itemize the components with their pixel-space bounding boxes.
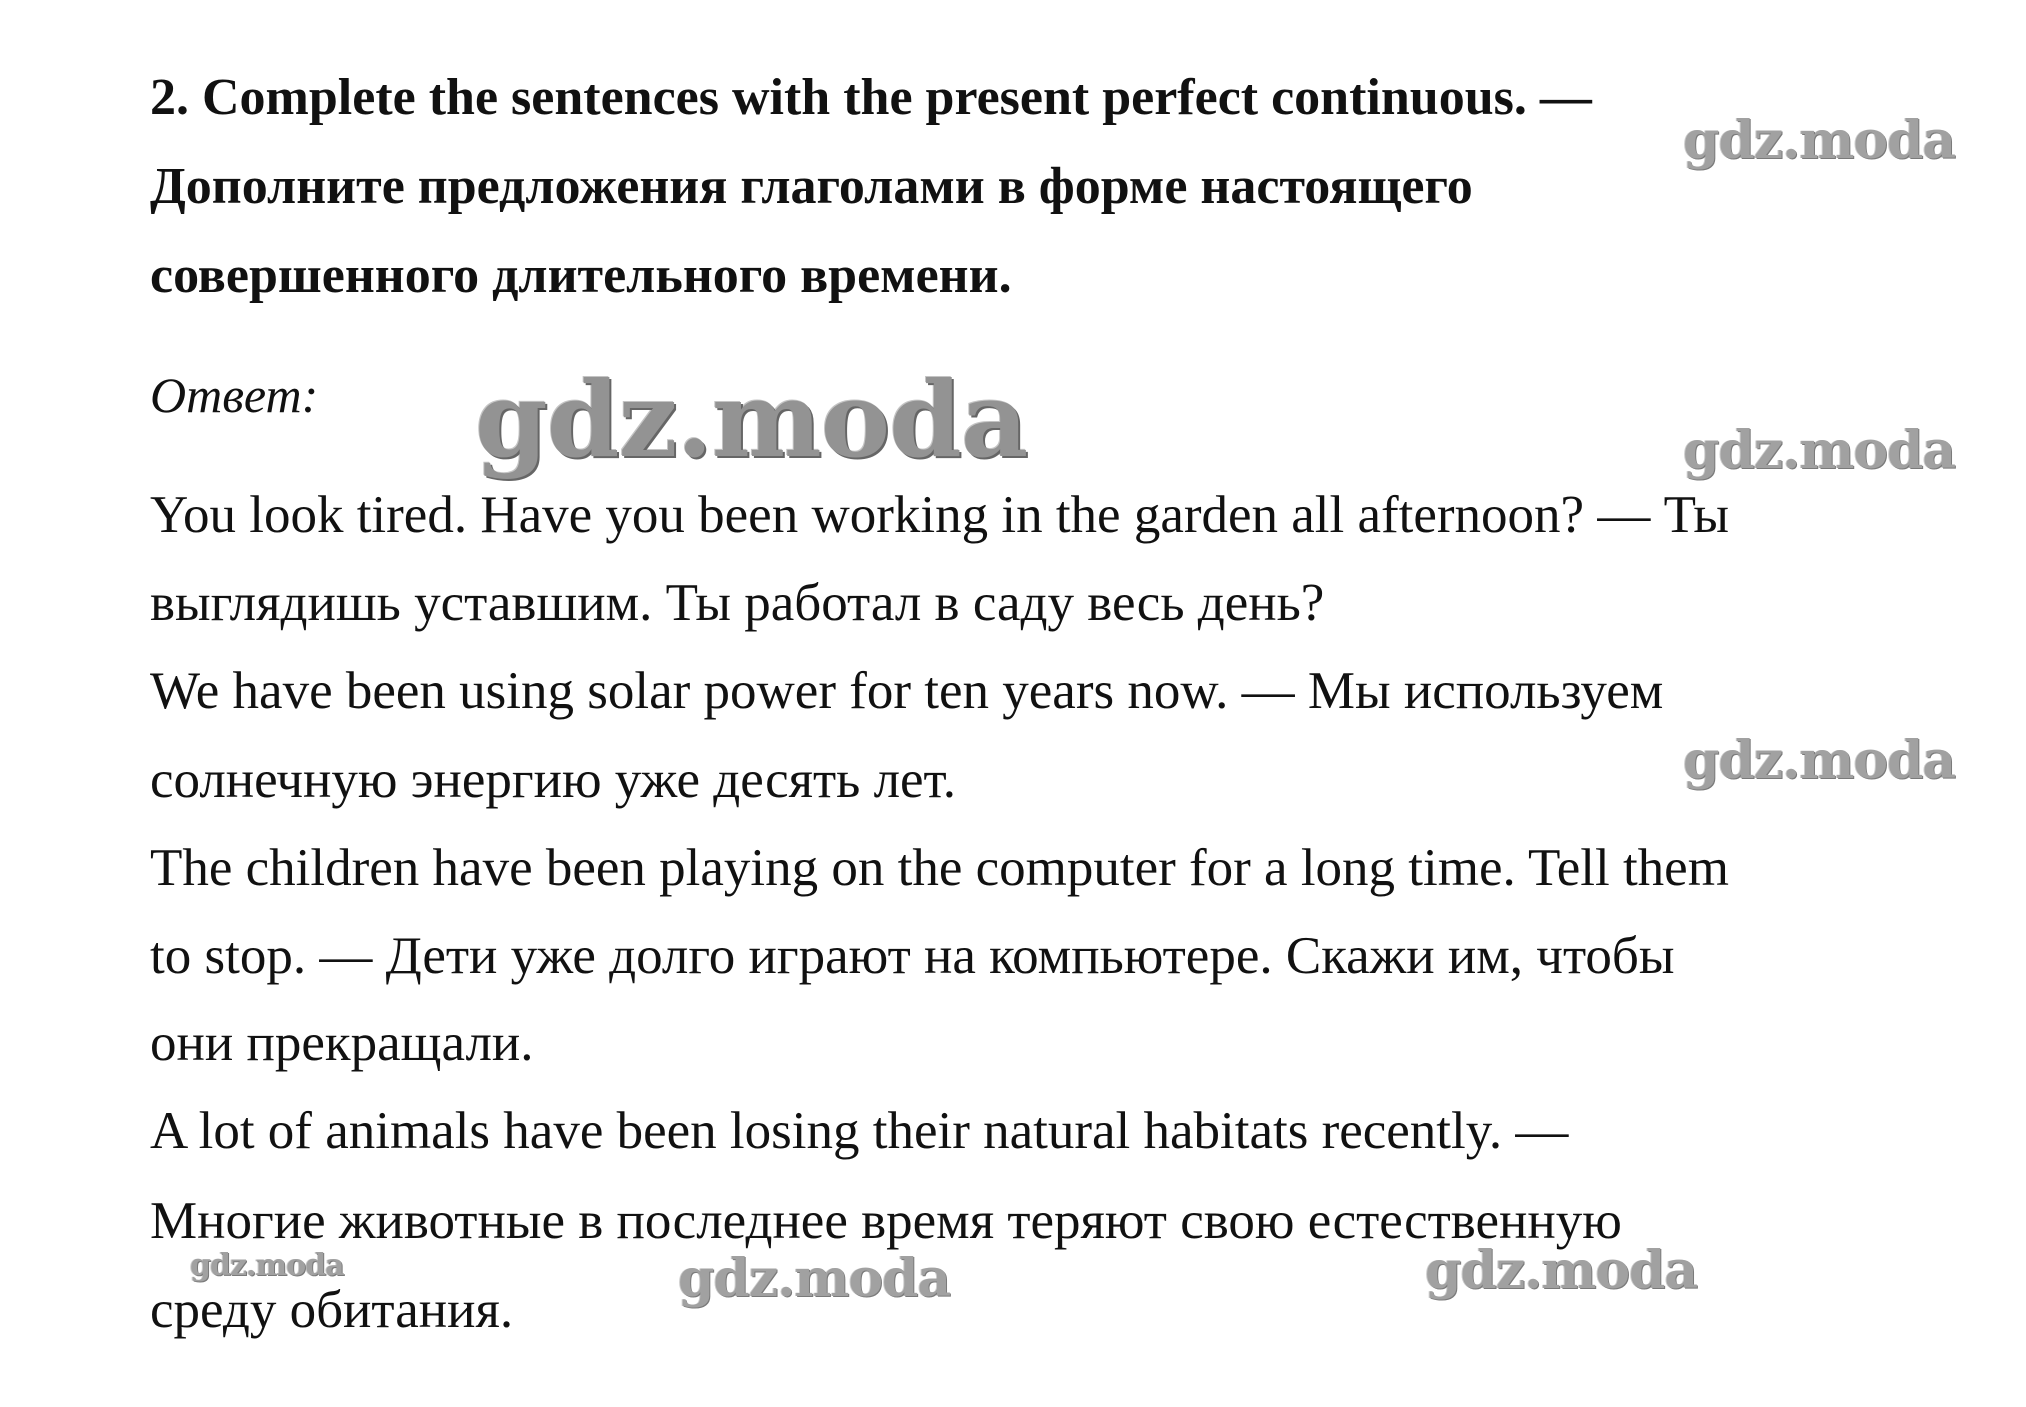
task-heading-line-1: 2. Complete the sentences with the present perfect continuous. — xyxy=(150,69,1592,126)
answer-label: Ответ: xyxy=(150,367,319,423)
answer-line-10: среду обитания. xyxy=(150,1281,514,1339)
watermark-right-middle: gdz.moda xyxy=(1683,730,1956,791)
answer-line-9: Многие животные в последнее время теряют свою естественную xyxy=(150,1192,1622,1250)
answer-line-4: солнечную энергию уже десять лет. xyxy=(150,751,956,809)
watermark-right-upper: gdz.moda xyxy=(1683,420,1956,481)
answer-line-3: We have been using solar power for ten years now. — Мы используем xyxy=(150,662,1664,720)
watermark-top-right: gdz.moda xyxy=(1683,110,1956,171)
answer-line-6: to stop. — Дети уже долго играют на компьютере. Скажи им, чтобы xyxy=(150,927,1675,985)
watermark-bottom-right: gdz.moda xyxy=(1425,1240,1698,1301)
answer-line-7: они прекращали. xyxy=(150,1014,534,1072)
answer-line-8: A lot of animals have been losing their natural habitats recently. — xyxy=(150,1102,1569,1160)
task-heading-line-2: Дополните предложения глаголами в форме настоящего xyxy=(150,158,1473,215)
answer-line-2: выглядишь уставшим. Ты работал в саду весь день? xyxy=(150,574,1325,632)
answer-line-1: You look tired. Have you been working in the garden all afternoon? — Ты xyxy=(150,486,1729,544)
watermark-large-center: gdz.moda xyxy=(475,358,1028,481)
watermark-bottom-left-small: gdz.moda xyxy=(190,1248,344,1283)
task-heading-line-3: совершенного длительного времени. xyxy=(150,247,1012,304)
answer-line-5: The children have been playing on the computer for a long time. Tell them xyxy=(150,839,1729,897)
watermark-bottom-center: gdz.moda xyxy=(678,1248,951,1309)
